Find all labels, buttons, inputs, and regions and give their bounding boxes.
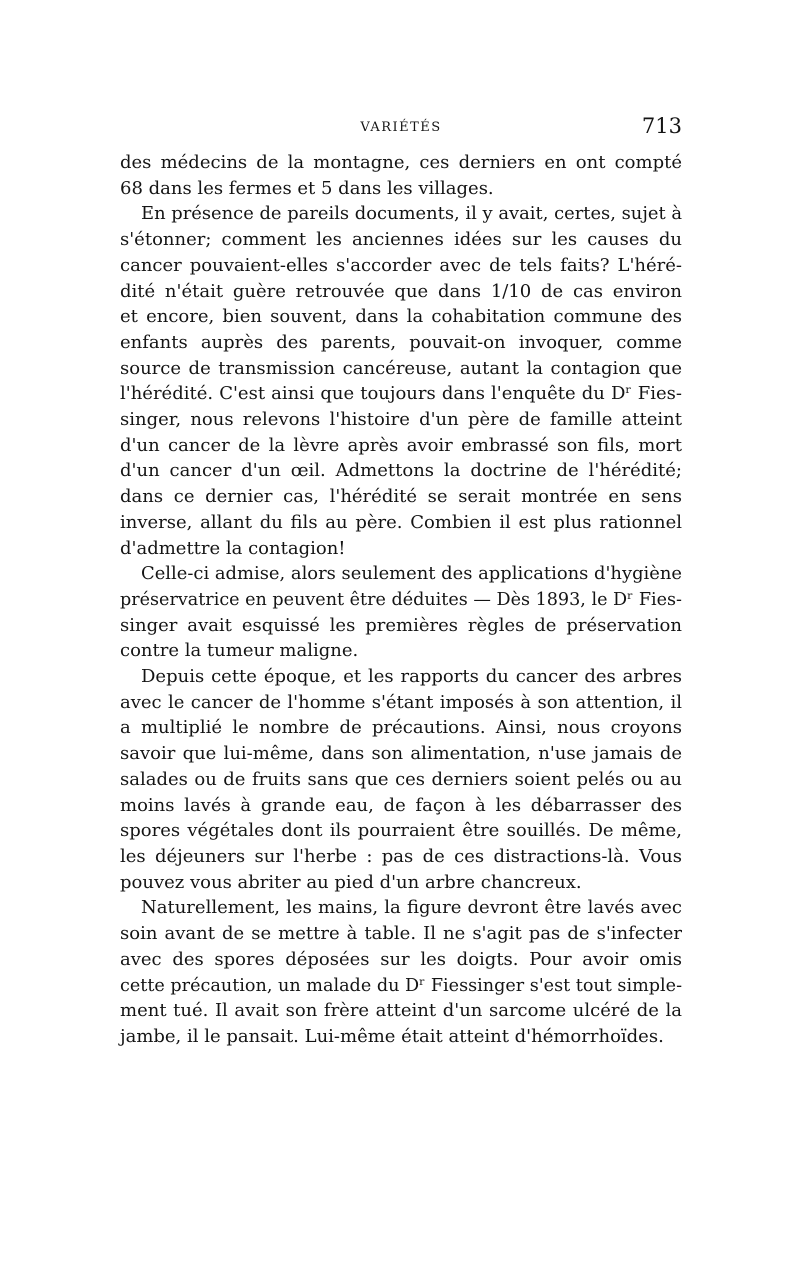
text-line: source de transmission cancéreuse, autant la contagion que bbox=[120, 357, 682, 379]
paragraph bbox=[120, 664, 682, 895]
page-number: 713 bbox=[641, 114, 682, 138]
text-line: spores végétales dont ils pourraient être souillés. De même, bbox=[120, 820, 682, 842]
text-line: jambe, il le pansait. Lui-même était atteint d'hémorrhoïdes. bbox=[120, 1025, 664, 1047]
text-line: cette précaution, un malade du Dʳ Fiessinger s'est tout simple- bbox=[120, 974, 683, 996]
paragraph bbox=[120, 895, 682, 1049]
text-line: enfants auprès des parents, pouvait-on invoquer, comme bbox=[120, 331, 682, 353]
running-head bbox=[120, 114, 682, 142]
text-line: pouvez vous abriter au pied d'un arbre chancreux. bbox=[120, 871, 582, 893]
paragraph bbox=[120, 561, 682, 664]
paragraph bbox=[120, 150, 682, 201]
text-line: s'étonner; comment les anciennes idées sur les causes du bbox=[120, 229, 682, 251]
text-line: inverse, allant du fils au père. Combien il est plus rationnel bbox=[120, 511, 682, 533]
text-line: singer, nous relevons l'histoire d'un père de famille atteint bbox=[120, 409, 682, 431]
text-line: salades ou de fruits sans que ces derniers soient pelés ou au bbox=[120, 768, 682, 790]
text-line: soin avant de se mettre à table. Il ne s'agit pas de s'infecter bbox=[120, 923, 682, 945]
text-line: a multiplié le nombre de précautions. Ainsi, nous croyons bbox=[120, 717, 682, 739]
text-line: Naturellement, les mains, la figure devront être lavés avec bbox=[141, 897, 682, 919]
text-line: singer avait esquissé les premières règles de préservation bbox=[120, 614, 682, 636]
text-line: ment tué. Il avait son frère atteint d'un sarcome ulcéré de la bbox=[120, 1000, 682, 1022]
text-line: Depuis cette époque, et les rapports du cancer des arbres bbox=[141, 666, 682, 688]
text-line: avec des spores déposées sur les doigts. Pour avoir omis bbox=[120, 948, 682, 970]
text-line: d'admettre la contagion! bbox=[120, 537, 346, 559]
text-line: l'hérédité. C'est ainsi que toujours dans l'enquête du Dʳ Fies- bbox=[120, 383, 682, 405]
text-line: En présence de pareils documents, il y avait, certes, sujet à bbox=[141, 203, 683, 225]
text-line: contre la tumeur maligne. bbox=[120, 640, 359, 662]
text-line: cancer pouvaient-elles s'accorder avec de tels faits? L'héré- bbox=[120, 254, 682, 276]
body-text bbox=[120, 150, 682, 1050]
text-line: moins lavés à grande eau, de façon à les débarrasser des bbox=[120, 794, 682, 816]
running-title: VARIÉTÉS bbox=[360, 120, 442, 135]
text-line: préservatrice en peuvent être déduites — Dès 1893, le Dʳ Fies- bbox=[120, 588, 682, 610]
text-line: dans ce dernier cas, l'hérédité se serait montrée en sens bbox=[120, 486, 682, 508]
text-line: savoir que lui-même, dans son alimentation, n'use jamais de bbox=[120, 743, 682, 765]
text-line: d'un cancer de la lèvre après avoir embrassé son fils, mort bbox=[120, 434, 682, 456]
text-line: 68 dans les fermes et 5 dans les villages. bbox=[120, 177, 494, 199]
text-line: les déjeuners sur l'herbe : pas de ces distractions-là. Vous bbox=[120, 845, 682, 867]
text-line: des médecins de la montagne, ces derniers en ont compté bbox=[120, 152, 682, 173]
text-line: et encore, bien souvent, dans la cohabitation commune des bbox=[120, 306, 682, 328]
text-line: d'un cancer d'un œil. Admettons la doctrine de l'hérédité; bbox=[120, 460, 682, 482]
paragraph bbox=[120, 201, 682, 561]
text-line: Celle-ci admise, alors seulement des applications d'hygiène bbox=[141, 563, 683, 585]
text-line: avec le cancer de l'homme s'étant imposés à son attention, il bbox=[120, 691, 682, 713]
text-line: dité n'était guère retrouvée que dans 1/10 de cas environ bbox=[120, 280, 682, 302]
